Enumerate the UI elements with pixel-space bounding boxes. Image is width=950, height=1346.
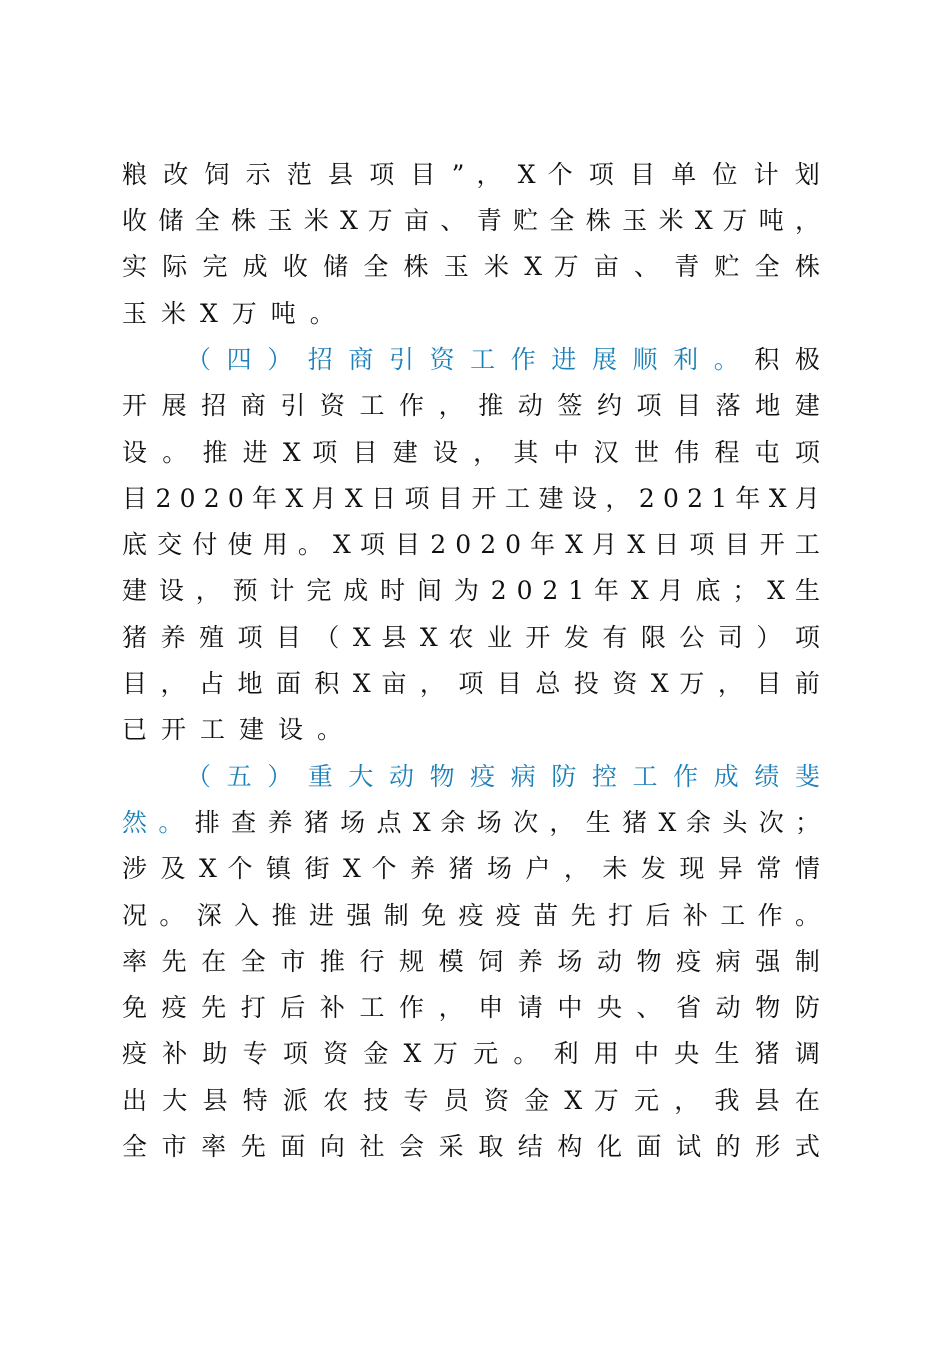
paragraph-line: 收 储 全 株 玉 米 X 万 亩 、 青 贮 全 株 玉 米 X 万 吨 ， bbox=[122, 206, 821, 235]
paragraph-line: 已开工建设。 bbox=[122, 715, 357, 744]
paragraph-line: 玉米X万吨。 bbox=[122, 299, 349, 328]
section-heading-line bbox=[186, 754, 820, 800]
paragraph-line: 目 ， 占 地 面 积 X 亩 ， 项 目 总 投 资 X 万 ， 目 前 bbox=[122, 669, 820, 698]
paragraph-line: 全 市 率 先 面 向 社 会 采 取 结 构 化 面 试 的 形 式 bbox=[122, 1132, 820, 1161]
section-heading-five: （ 五 ） 重 大 动 物 疫 病 防 控 工 作 成 绩 斐 bbox=[186, 762, 820, 791]
paragraph-line: 然 。 排 查 养 猪 场 点 X 余 场 次 ， 生 猪 X 余 头 次 ； bbox=[122, 808, 821, 837]
paragraph-line: 实 际 完 成 收 储 全 株 玉 米 X 万 亩 、 青 贮 全 株 bbox=[122, 252, 820, 281]
paragraph-line: 疫 补 助 专 项 资 金 X 万 元 。 利 用 中 央 生 猪 调 bbox=[122, 1039, 820, 1068]
section-heading-line: （ 四 ） 招 商 引 资 工 作 进 展 顺 利 。 积 极 bbox=[186, 345, 820, 374]
section-heading-five-end: 然 。 bbox=[122, 808, 186, 837]
paragraph-line: 出 大 县 特 派 农 技 专 员 资 金 X 万 元 ， 我 县 在 bbox=[122, 1086, 820, 1115]
paragraph-line: 况 。 深 入 推 进 强 制 免 疫 疫 苗 先 打 后 补 工 作 。 bbox=[122, 901, 821, 930]
paragraph-line: 粮 改 饲 示 范 县 项 目 ” ， X 个 项 目 单 位 计 划 bbox=[122, 160, 820, 189]
paragraph-line: 涉 及 X 个 镇 街 X 个 养 猪 场 户 ， 未 发 现 异 常 情 bbox=[122, 854, 820, 883]
paragraph-line: 设 。 推 进 X 项 目 建 设 ， 其 中 汉 世 伟 程 屯 项 bbox=[122, 438, 820, 467]
paragraph-line: 免 疫 先 打 后 补 工 作 ， 申 请 中 央 、 省 动 物 防 bbox=[122, 993, 820, 1022]
paragraph-line: 建 设 ， 预 计 完 成 时 间 为 2 0 2 1 年 X 月 底 ； X 生 bbox=[122, 576, 820, 605]
section-heading-four: （ 四 ） 招 商 引 资 工 作 进 展 顺 利 。 bbox=[186, 345, 743, 374]
paragraph-line: 底 交 付 使 用 。 X 项 目 2 0 2 0 年 X 月 X 日 项 目 开 工 bbox=[122, 530, 820, 559]
paragraph-line: 率 先 在 全 市 推 行 规 模 饲 养 场 动 物 疫 病 强 制 bbox=[122, 947, 820, 976]
paragraph-line: 猪 养 殖 项 目 （ X 县 X 农 业 开 发 有 限 公 司 ） 项 bbox=[122, 623, 820, 652]
paragraph-line: 目 2 0 2 0 年 X 月 X 日 项 目 开 工 建 设 ， 2 0 2 1 年 X 月 bbox=[122, 484, 820, 513]
paragraph-line: 开 展 招 商 引 资 工 作 ， 推 动 签 约 项 目 落 地 建 bbox=[122, 391, 820, 420]
